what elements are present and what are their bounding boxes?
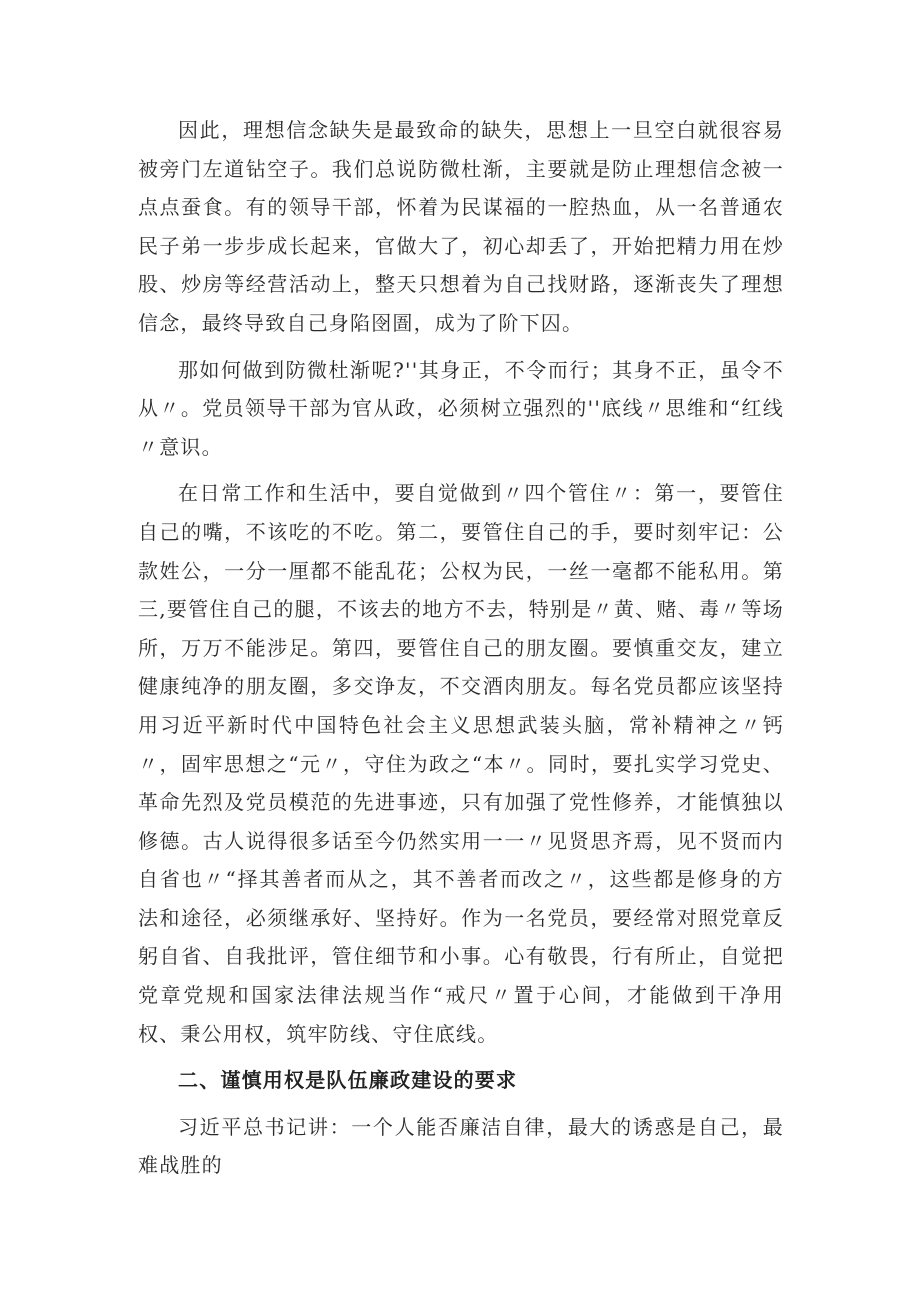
paragraph-prevention: 那如何做到防微杜渐呢?''其身正，不令而行；其身不正，虽令不从〃。党员领导干部为官从政，必须树立强烈的''底线〃思维和“红线〃意识。 (138, 357, 784, 459)
paragraph-self-discipline: 习近平总书记讲：一个人能否廉洁自律，最大的诱惑是自己，最难战胜的 (138, 1114, 784, 1178)
document-body (138, 111, 784, 1193)
section-heading: 二、谨慎用权是队伍廉政建设的要求 (178, 1068, 518, 1093)
paragraph-ideals: 因此，理想信念缺失是最致命的缺失，思想上一旦空白就很容易被旁门左道钻空子。我们总说防微杜渐，主要就是防止理想信念被一点点蚕食。有的领导干部，怀着为民谋福的一腔热血，从一名普通农民子弟一步步成长起来，官做大了，初心却丢了，开始把精力用在炒股、炒房等经营活动上，整天只想着为自己找财路，逐渐丧失了理想信念，最终导致自己身陷囹圄，成为了阶下囚。 (138, 118, 784, 335)
paragraph-four-controls: 在日常工作和生活中，要自觉做到〃四个管住〃：第一，要管住自己的嘴，不该吃的不吃。第二，要管住自己的手，要时刻牢记：公款姓公，一分一厘都不能乱花；公权为民，一丝一毫都不能私用。第三,要管住自己的腿，不该去的地方不去，特别是〃黄、赌、毒〃等场所，万万不能涉足。第四，要管住自己的朋友圈。要慎重交友，建立健康纯净的朋友圈，多交诤友，不交酒肉朋友。每名党员都应该坚持用习近平新时代中国特色社会主义思想武装头脑，常补精神之〃钙〃，固牢思想之“元〃，守住为政之“本〃。同时，要扎实学习党史、革命先烈及党员模范的先进事迹，只有加强了党性修养，才能慎独以修德。古人说得很多话至今仍然实用一一〃见贤思齐焉，见不贤而内自省也〃“择其善者而从之，其不善者而改之〃，这些都是修身的方法和途径，必须继承好、坚持好。作为一名党员，要经常对照党章反躬自省、自我批评，管住细节和小事。心有敬畏，行有所止，自觉把党章党规和国家法律法规当作“戒尺〃置于心间，才能做到干净用权、秉公用权，筑牢防线、守住底线。 (138, 481, 784, 1046)
